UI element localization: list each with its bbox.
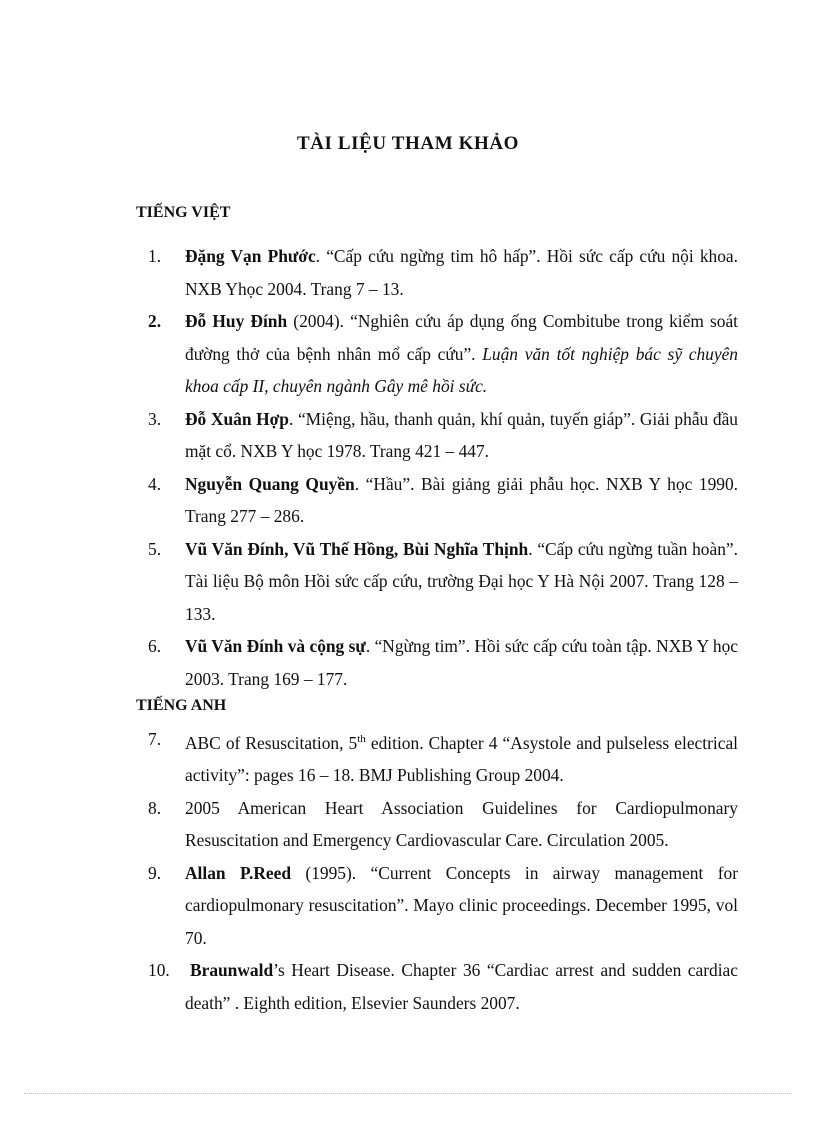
reference-author: Braunwald bbox=[190, 960, 274, 981]
reference-text: ’s Heart Disease. Chapter 36 “Cardiac arrest and sudden cardiac death” . Eighth edition, Elsevier Saunders 2007. bbox=[185, 960, 738, 1013]
reference-number: 10. bbox=[148, 960, 170, 981]
reference-number: 1. bbox=[148, 246, 162, 266]
reference-list-vietnamese bbox=[0, 240, 816, 695]
reference-author: Đặng Vạn Phước bbox=[185, 246, 316, 266]
reference-item bbox=[0, 240, 738, 305]
reference-number: 9. bbox=[148, 862, 162, 883]
reference-number: 8. bbox=[148, 797, 162, 818]
reference-item bbox=[0, 630, 738, 695]
reference-number: 7. bbox=[148, 729, 162, 749]
reference-text: ABC of Resuscitation, 5 bbox=[185, 732, 358, 753]
reference-superscript: th bbox=[357, 733, 366, 745]
reference-text: . “Ngừng tim”. Hồi sức cấp cứu toàn tập. NXB Y học 2003. Trang 169 – 177. bbox=[185, 636, 738, 689]
reference-text: (2004). “Nghiên cứu áp dụng ống Combitube trong kiểm soát đường thở của bệnh nhân mổ cấp cứu”. bbox=[185, 311, 739, 364]
reference-text: . “Cấp cứu ngừng tuần hoàn”. Tài liệu Bộ môn Hồi sức cấp cứu, trường Đại học Y Hà Nội 2007. Trang 128 – 133. bbox=[185, 538, 738, 624]
reference-number: 6. bbox=[148, 636, 162, 656]
reference-text: edition. Chapter 4 “Asystole and pulseless electrical activity”: pages 16 – 18. BMJ Publishing Group 2004. bbox=[185, 732, 738, 786]
reference-number: 3. bbox=[148, 408, 162, 429]
reference-author: Vũ Văn Đính và cộng sự bbox=[185, 636, 366, 656]
reference-author: Allan P.Reed bbox=[185, 862, 292, 883]
reference-number: 2. bbox=[148, 311, 162, 331]
reference-text: . “Cấp cứu ngừng tim hô hấp”. Hồi sức cấp cứu nội khoa. NXB Yhọc 2004. Trang 7 – 13. bbox=[185, 246, 738, 299]
reference-text: . “Miệng, hầu, thanh quản, khí quản, tuyến giáp”. Giải phẫu đầu mặt cổ. NXB Y học 1978. Trang 421 – 447. bbox=[185, 408, 738, 461]
reference-item bbox=[0, 857, 738, 955]
reference-author: Vũ Văn Đính, Vũ Thế Hồng, Bùi Nghĩa Thịnh bbox=[185, 538, 529, 559]
reference-item bbox=[0, 305, 738, 403]
reference-text: (1995). “Current Concepts in airway management for cardiopulmonary resuscitation”. Mayo clinic proceedings. December 1995, vol 70. bbox=[185, 862, 738, 948]
section-heading-vietnamese: TIẾNG VIỆT bbox=[136, 204, 231, 221]
reference-item bbox=[0, 403, 738, 468]
reference-author: Nguyễn Quang Quyền bbox=[185, 473, 355, 494]
reference-author: Đỗ Xuân Hợp bbox=[185, 408, 289, 429]
reference-italic-text: Luận văn tốt nghiệp bác sỹ chuyên khoa cấp II, chuyên ngành Gây mê hồi sức. bbox=[185, 343, 739, 396]
reference-item bbox=[0, 954, 738, 1019]
reference-item bbox=[0, 468, 738, 533]
reference-item bbox=[0, 792, 738, 857]
reference-list-english bbox=[0, 723, 816, 1019]
reference-number: 4. bbox=[148, 473, 162, 494]
reference-number: 5. bbox=[148, 538, 162, 559]
page-title: TÀI LIỆU THAM KHẢO bbox=[296, 133, 520, 154]
section-heading-english: TIẾNG ANH bbox=[136, 697, 227, 714]
page-bottom-divider bbox=[24, 1093, 792, 1094]
reference-text: . “Hầu”. Bài giảng giải phẫu học. NXB Y học 1990. Trang 277 – 286. bbox=[185, 473, 738, 526]
reference-text: 2005 American Heart Association Guidelines for Cardiopulmonary Resuscitation and Emergency Cardiovascular Care. Circulation 2005. bbox=[185, 797, 738, 851]
reference-item bbox=[0, 533, 738, 631]
reference-author: Đỗ Huy Đính bbox=[185, 311, 288, 331]
reference-item bbox=[0, 723, 738, 792]
